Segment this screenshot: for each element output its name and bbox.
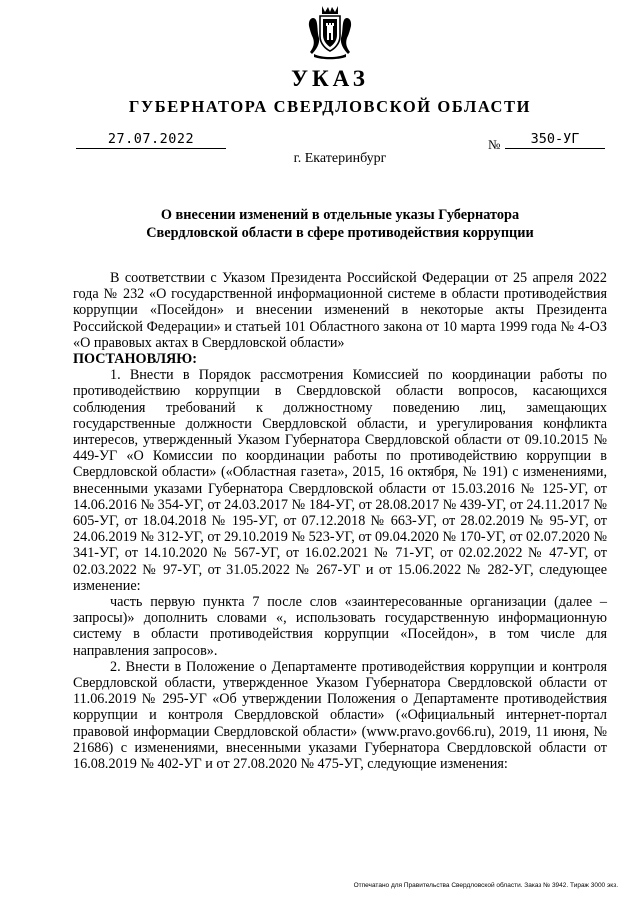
decree-title: УКАЗ xyxy=(291,66,369,91)
heading-line-2: Свердловской области в сфере противодействия коррупции xyxy=(146,225,534,241)
decree-issuer: ГУБЕРНАТОРА СВЕРДЛОВСКОЙ ОБЛАСТИ xyxy=(128,97,532,116)
resolution-keyword: ПОСТАНОВЛЯЮ: xyxy=(73,351,198,368)
document-body xyxy=(73,270,607,772)
preamble-paragraph: В соответствии с Указом Президента Российской Федерации от 25 апреля 2022 года № 232 «О государственной информационной системе в области противодействия коррупции «Посейдон» и внесении изменений в некоторые акты Президента Российской Федерации» и статьей 101 Областного закона от 10 марта 1999 года № 4-ОЗ «О правовых актах в Свердловской области» xyxy=(73,270,607,351)
print-note: Отпечатано для Правительства Свердловской области. Заказ № 3942. Тираж 3000 экз. xyxy=(353,882,618,889)
item-1-change-paragraph: часть первую пункта 7 после слов «заинтересованные организации (далее – запросы)» дополнить словами «, использовать государственную информационную систему в области противодействия коррупции «Посейдон», в том числе для направления запросов». xyxy=(73,594,607,659)
decree-number: 350-УГ xyxy=(505,131,605,149)
city: г. Екатеринбург xyxy=(293,151,387,166)
coat-of-arms-icon xyxy=(306,4,354,60)
number-sign: № xyxy=(488,137,501,152)
item-2-paragraph: 2. Внести в Положение о Департаменте противодействия коррупции и контроля Свердловской области, утвержденное Указом Губернатора Свердловской области от 11.06.2019 № 295-УГ «Об утверждении Положения о Департаменте противодействия коррупции и контроля Свердловской области» («Официальный интернет-портал правовой информации Свердловской области» (www.pravo.gov66.ru), 2019, 11 июня, № 21686) с изменениями, внесенными указами Губернатора Свердловской области от 16.08.2019 № 402-УГ и от 27.08.2020 № 475-УГ, следующие изменения: xyxy=(73,658,607,773)
decree-date: 27.07.2022 xyxy=(76,131,226,149)
item-1-paragraph: 1. Внести в Порядок рассмотрения Комиссией по координации работы по противодействию коррупции в Свердловской области вопросов, касающихся соблюдения требований к должностному поведению лиц, замещающих государственные должности Свердловской области, и урегулирования конфликта интересов, утвержденный Указом Губернатора Свердловской области от 09.10.2015 № 449-УГ «О Комиссии по координации работы по противодействию коррупции в Свердловской области» («Областная газета», 2015, 16 октября, № 191) с изменениями, внесенными указами Губернатора Свердловской области от 15.03.2016 № 125-УГ, от 14.06.2016 № 354-УГ, от 24.03.2017 № 184-УГ, от 28.08.2017 № 439-УГ, от 24.11.2017 № 605-УГ, от 18.04.2018 № 195-УГ, от 07.12.2018 № 663-УГ, от 28.02.2019 № 95-УГ, от 24.06.2019 № 312-УГ, от 29.10.2019 № 523-УГ, от 09.04.2020 № 170-УГ, от 02.07.2020 № 341-УГ, от 14.10.2020 № 567-УГ, от 16.02.2021 № 71-УГ, от 02.02.2022 № 47-УГ, от 02.03.2022 № 97-УГ, от 31.05.2022 № 267-УГ и от 15.06.2022 № 282-УГ, следующее изменение: xyxy=(73,367,607,594)
document-heading xyxy=(110,206,570,242)
heading-line-1: О внесении изменений в отдельные указы Губернатора xyxy=(160,207,520,223)
